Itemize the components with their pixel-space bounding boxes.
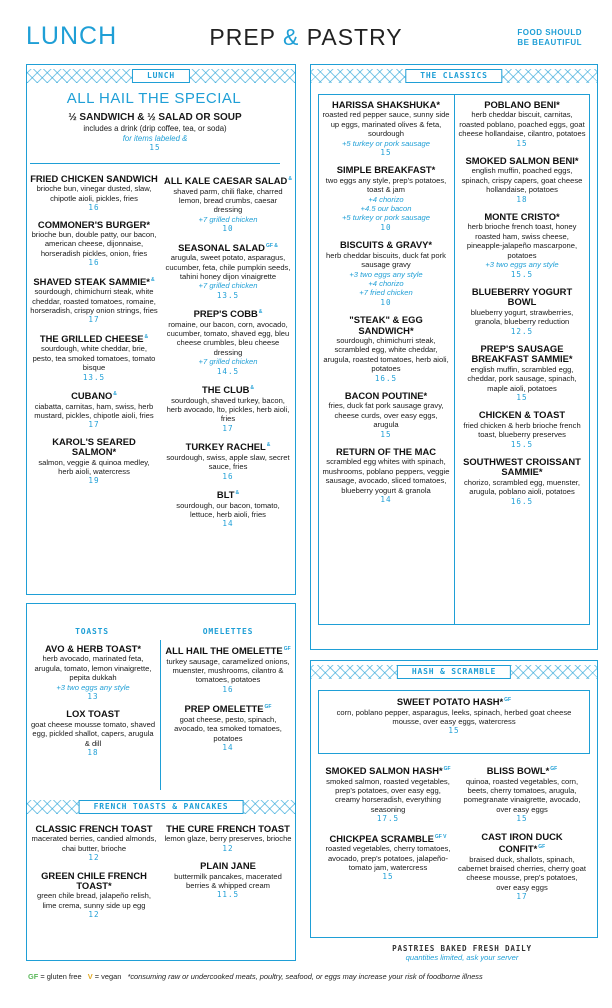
menu-item-price: 12 xyxy=(88,910,100,920)
menu-item xyxy=(164,174,292,234)
tagline xyxy=(517,28,582,48)
hash-band-label: HASH & SCRAMBLE xyxy=(397,665,511,679)
menu-item-price: 15 xyxy=(516,138,528,148)
menu-item-name: BLISS BOWL* xyxy=(486,765,550,777)
lunch-band xyxy=(27,69,295,83)
menu-item-price: 10 xyxy=(222,224,234,234)
menu-item-addon: +7 grilled chicken xyxy=(198,357,258,367)
menu-item-description: turkey sausage, caramelized onions, muenster, mushrooms, cilantro & tomatoes, potatoes xyxy=(166,656,290,685)
menu-item-title xyxy=(164,702,292,715)
french-band xyxy=(27,800,295,814)
menu-item-name: ALL KALE CAESAR SALAD xyxy=(164,175,288,187)
menu-item-name: PLAIN JANE xyxy=(200,860,256,872)
pastries-note xyxy=(320,944,604,962)
brand-left: PREP xyxy=(209,24,276,50)
gf-icon: GF xyxy=(28,972,39,981)
menu-item-name: BACON POUTINE* xyxy=(344,389,428,401)
menu-item xyxy=(30,332,158,382)
menu-item-title xyxy=(458,457,586,478)
brand-ampersand: & xyxy=(282,24,300,50)
hash-left-column xyxy=(324,764,452,890)
raw-food-warning: *consuming raw or undercooked meats, poultry, seafood, or eggs may increase your risk of foodborne illness xyxy=(127,972,483,981)
classics-right-column xyxy=(458,100,586,514)
menu-item-description: goat cheese mousse tomato, shaved egg, pickled shallot, capers, arugula & dill xyxy=(30,719,156,748)
menu-item xyxy=(164,861,292,900)
hash-featured xyxy=(324,695,584,736)
special-desc: includes a drink (drip coffee, tea, or soda) xyxy=(83,124,227,133)
menu-item-addon: +3 two eggs any style xyxy=(485,260,559,270)
diet-mark-icon: & xyxy=(250,385,255,392)
vegan-legend: = vegan xyxy=(94,972,122,981)
menu-item-title xyxy=(322,240,450,250)
menu-item-description: brioche bun, vinegar dusted, slaw, chipotle aioli, pickles, fries xyxy=(36,184,152,203)
menu-item-title xyxy=(30,437,158,458)
menu-item-addon: +7 grilled chicken xyxy=(198,214,258,224)
menu-item-price: 13 xyxy=(87,692,99,702)
menu-item xyxy=(30,824,158,863)
menu-item-title xyxy=(30,220,158,230)
toasts-column xyxy=(30,644,156,765)
menu-item-title xyxy=(30,332,158,345)
menu-item xyxy=(458,410,586,449)
menu-item xyxy=(322,240,450,307)
menu-item-price: 19 xyxy=(88,476,100,486)
diet-mark-icon: GF xyxy=(264,704,272,711)
menu-item xyxy=(458,457,586,506)
menu-item-description: sourdough, shaved turkey, bacon, herb avocado, lto, pickles, herb aioli, fries xyxy=(166,395,290,424)
menu-item-title xyxy=(164,307,292,320)
vegan-icon: V xyxy=(87,972,93,981)
menu-item xyxy=(164,440,292,481)
lunch-band-label: LUNCH xyxy=(132,69,190,83)
menu-item-price: 15 xyxy=(380,429,392,439)
lunch-right-column xyxy=(164,174,292,536)
menu-item-title xyxy=(164,644,292,657)
menu-item-name: TURKEY RACHEL xyxy=(185,441,266,453)
menu-item xyxy=(458,764,586,824)
menu-item-description: scrambled egg whites with spinach, mushrooms, poblano peppers, veggie sausage, avocado, sliced tomatoes, blueberry yogurt & granola xyxy=(322,457,450,495)
menu-item-addon: +4 chorizo xyxy=(368,278,404,288)
menu-item-price: 14 xyxy=(222,519,234,529)
menu-item-price: 15.5 xyxy=(510,269,534,279)
menu-item-addon: +7 fried chicken xyxy=(359,288,413,298)
menu-item xyxy=(324,764,452,824)
menu-item-description: chorizo, scrambled egg, muenster, arugula, poblano aioli, potatoes xyxy=(463,477,581,497)
classics-band-label: THE CLASSICS xyxy=(405,69,502,83)
menu-item xyxy=(30,174,158,213)
menu-item-price: 17 xyxy=(222,423,234,433)
menu-item xyxy=(164,702,292,752)
menu-item-description: fries, duck fat pork sausage gravy, cheese curds, over easy eggs, arugula xyxy=(328,401,444,430)
menu-item xyxy=(164,241,292,301)
menu-item xyxy=(324,832,452,882)
menu-item-description: lemon glaze, berry preserves, brioche xyxy=(164,834,292,844)
menu-item xyxy=(164,488,292,529)
menu-item-price: 15 xyxy=(516,392,528,402)
menu-item-price: 10 xyxy=(380,222,392,232)
menu-item-price: 12.5 xyxy=(510,326,534,336)
menu-item-title xyxy=(164,440,292,453)
diet-mark-icon: GF xyxy=(443,766,451,772)
menu-item-description: quinoa, roasted vegetables, corn, beets, cherry tomatoes, arugula, pomegranate vinaigrette, avocado, over easy eggs xyxy=(463,776,581,814)
menu-item-name: SEASONAL SALAD xyxy=(178,241,265,253)
menu-item xyxy=(30,871,158,920)
menu-item-name: AVO & HERB TOAST* xyxy=(44,643,141,654)
menu-item-description: sourdough, chimichurri steak, white cheddar, roasted tomatoes, romaine, horseradish, crispy onion strings, fries xyxy=(30,287,158,315)
menu-item-description: herb cheddar biscuits, duck fat pork sausage gravy xyxy=(326,250,446,270)
menu-item-title xyxy=(458,410,586,420)
menu-item-price: 12 xyxy=(88,853,100,863)
menu-item-title xyxy=(30,389,158,402)
menu-item xyxy=(30,275,158,325)
menu-item-description: buttermilk pancakes, macerated berries & whipped cream xyxy=(174,871,282,891)
menu-item-name: CHICKEN & TOAST xyxy=(478,409,566,421)
menu-item-title xyxy=(30,644,156,654)
menu-item-title xyxy=(458,764,586,777)
menu-item xyxy=(458,287,586,336)
diet-mark-icon: & xyxy=(144,333,149,340)
omelettes-column xyxy=(164,644,292,760)
menu-item-title xyxy=(322,391,450,401)
menu-item-title xyxy=(458,344,586,365)
menu-item-title xyxy=(458,156,586,166)
diet-mark-icon: & xyxy=(113,390,117,397)
menu-item-title xyxy=(164,488,292,501)
menu-item-name: SMOKED SALMON HASH* xyxy=(325,765,443,777)
menu-item-addon: +3 two eggs any style xyxy=(349,269,423,279)
menu-item-name: MONTE CRISTO* xyxy=(484,211,560,223)
menu-item-price: 11.5 xyxy=(216,890,240,900)
menu-item-description: arugula, sweet potato, asparagus, cucumber, feta, chile pumpkin seeds, tahini honey dijon vinaigrette xyxy=(165,253,291,281)
french-right-column xyxy=(164,824,292,908)
menu-item-title xyxy=(322,165,450,175)
menu-item xyxy=(30,709,156,757)
menu-item-title xyxy=(458,212,586,222)
menu-item xyxy=(164,383,292,433)
menu-item-name: THE CLUB xyxy=(201,384,250,396)
classics-left-column xyxy=(322,100,450,512)
french-left-column xyxy=(30,824,158,928)
menu-item-name: CAST IRON DUCK CONFIT* xyxy=(481,830,563,855)
classics-divider xyxy=(454,94,455,625)
menu-item-price: 16 xyxy=(222,471,234,481)
menu-item-price: 17 xyxy=(88,420,100,430)
menu-item-description: shaved parm, chili flake, charred lemon, bread crumbs, caesar dressing xyxy=(173,186,283,215)
toasts-divider xyxy=(160,640,161,790)
menu-item-name: GREEN CHILE FRENCH TOAST* xyxy=(41,869,147,892)
footer-legend xyxy=(28,972,598,981)
menu-item-price: 16 xyxy=(88,203,100,213)
menu-item-price: 18 xyxy=(87,748,99,758)
diet-mark-icon: & xyxy=(258,309,263,316)
menu-item-name: "STEAK" & EGG SANDWICH* xyxy=(349,314,423,336)
menu-item-name: BLUEBERRY YOGURT BOWL xyxy=(471,285,573,308)
menu-item xyxy=(322,391,450,439)
diet-mark-icon: GF xyxy=(550,766,558,772)
menu-item-name: FRIED CHICKEN SANDWICH xyxy=(30,173,158,184)
menu-item-title xyxy=(324,695,584,708)
menu-item-price: 18 xyxy=(516,194,528,204)
menu-item xyxy=(458,212,586,279)
menu-item-name: CUBANO xyxy=(71,390,113,402)
menu-item-name: LOX TOAST xyxy=(66,708,120,720)
menu-item-description: blueberry yogurt, strawberries, granola, blueberry reduction xyxy=(470,307,574,327)
menu-item-price: 16.5 xyxy=(374,373,398,383)
menu-item-price: 17 xyxy=(88,315,100,325)
menu-item-price: 16 xyxy=(222,684,234,694)
menu-item xyxy=(458,832,586,902)
special-note: for items labeled & xyxy=(122,133,188,143)
menu-item xyxy=(324,695,584,736)
menu-item-description: sourdough, swiss, apple slaw, secret sauce, fries xyxy=(166,452,290,472)
menu-item xyxy=(458,156,586,204)
menu-item-title xyxy=(164,241,292,254)
menu-item xyxy=(30,644,156,701)
menu-item-title xyxy=(164,174,292,187)
menu-item-name: BLT xyxy=(216,489,235,501)
hash-right-column xyxy=(458,764,586,910)
special-box xyxy=(30,112,280,164)
menu-item-name: SMOKED SALMON BENI* xyxy=(465,155,579,167)
menu-item-price: 15 xyxy=(516,814,528,824)
tagline-line-1: FOOD SHOULD xyxy=(517,28,582,37)
special-price: 15 xyxy=(149,143,161,152)
menu-item-description: brioche bun, double patty, our bacon, american cheese, dijonnaise, horseradish pickles, onion, fries xyxy=(31,230,157,258)
pastries-sub: quantities limited, ask your server xyxy=(405,953,519,962)
page-heading-lunch: LUNCH xyxy=(26,22,118,50)
menu-item-description: macerated berries, candied almonds, chai butter, brioche xyxy=(31,834,157,853)
menu-item-description: english muffin, scrambled egg, cheddar, pork sausage, spinach, maple aioli, potatoes xyxy=(467,364,577,393)
menu-item-title xyxy=(30,709,156,719)
omelettes-header: OMELETTES xyxy=(202,627,254,636)
menu-item-title xyxy=(458,832,586,855)
menu-item xyxy=(164,644,292,694)
menu-item-name: COMMONER'S BURGER* xyxy=(37,218,151,230)
menu-item-price: 10 xyxy=(380,297,392,307)
menu-item-description: sourdough, chimichurri steak, scrambled egg, white cheddar, arugula, roasted tomatoes, herb aioli, potatoes xyxy=(323,335,449,374)
menu-item-addon: +5 turkey or pork sausage xyxy=(341,213,430,223)
menu-item-name: HARISSA SHAKSHUKA* xyxy=(332,99,440,110)
menu-item-name: BISCUITS & GRAVY* xyxy=(339,239,433,251)
menu-item-addon: +4 chorizo xyxy=(368,194,404,204)
menu-item xyxy=(458,344,586,402)
menu-item-description: green chile bread, jalapeño relish, lime crema, sunny side up egg xyxy=(37,891,151,910)
menu-item-description: herb avocado, marinated feta, arugula, tomato, lemon vinaigrette, pepita dukkah xyxy=(34,654,152,683)
pastries-title: PASTRIES BAKED FRESH DAILY xyxy=(392,944,532,953)
menu-item-addon: +5 turkey or pork sausage xyxy=(341,138,430,148)
menu-item-name: KAROL'S SEARED SALMON* xyxy=(52,435,136,458)
diet-mark-icon: GF & xyxy=(265,242,278,249)
menu-item-title xyxy=(322,100,450,110)
menu-item xyxy=(458,100,586,148)
menu-item-name: PREP'S COBB xyxy=(193,308,258,320)
french-band-label: FRENCH TOASTS & PANCAKES xyxy=(79,800,244,814)
menu-item-price: 15 xyxy=(448,726,460,736)
menu-item-description: fried chicken & herb brioche french toast, blueberry preserves xyxy=(463,420,581,440)
menu-item-title xyxy=(164,861,292,871)
menu-item-title xyxy=(324,832,452,845)
menu-item xyxy=(322,315,450,383)
brand-right: PASTRY xyxy=(306,24,403,50)
menu-item-addon: +4.5 our bacon xyxy=(360,204,412,214)
diet-mark-icon: GF V xyxy=(434,833,447,840)
diet-mark-icon: & xyxy=(235,490,240,496)
special-title: ALL HAIL THE SPECIAL xyxy=(66,90,242,107)
menu-item-name: PREP OMELETTE xyxy=(184,703,264,715)
menu-item-description: sourdough, white cheddar, brie, pesto, tea smoked tomatoes, tomato bisque xyxy=(32,344,156,373)
menu-item-price: 16 xyxy=(88,258,100,268)
menu-item-description: english muffin, poached eggs, spinach, crispy capers, goat cheese hollandaise, potatoes xyxy=(461,166,583,195)
menu-item xyxy=(30,389,158,430)
gf-legend: = gluten free xyxy=(40,972,82,981)
menu-item-title xyxy=(30,174,158,184)
menu-item-price: 17.5 xyxy=(376,814,400,824)
menu-item-price: 15.5 xyxy=(510,439,534,449)
diet-mark-icon: GF xyxy=(283,646,291,652)
hash-band xyxy=(311,665,597,679)
menu-item-description: roasted vegetables, cherry tomatoes, avocado, prep's potatoes, jalapeño-tomato jam, watercress xyxy=(325,844,451,872)
menu-item xyxy=(164,307,292,376)
menu-item-description: two eggs any style, prep's potatoes, toast & jam xyxy=(325,175,447,195)
menu-item-description: smoked salmon, roasted vegetables, prep's potatoes, over easy egg, creamy horseradish, everything seasoning xyxy=(326,776,450,814)
menu-item-description: corn, poblano pepper, asparagus, leeks, spinach, herbed goat cheese mousse, over easy eggs, watercress xyxy=(336,707,572,726)
special-line: ½ SANDWICH & ½ SALAD OR SOUP xyxy=(68,112,242,123)
menu-item-description: roasted red pepper sauce, sunny side up eggs, marinated olives & feta, sourdough xyxy=(322,110,450,139)
menu-item-name: SHAVED STEAK SAMMIE* xyxy=(33,275,150,287)
menu-item xyxy=(30,437,158,486)
menu-item-price: 14 xyxy=(380,495,392,505)
menu-item-description: herb cheddar biscuit, carnitas, roasted poblano, poached eggs, goat cheese hollandaise, cilantro, potatoes xyxy=(458,110,586,139)
menu-item-name: SWEET POTATO HASH* xyxy=(396,696,504,708)
menu-item-price: 15 xyxy=(380,148,392,158)
menu-item-name: ALL HAIL THE OMELETTE xyxy=(165,645,283,657)
diet-mark-icon: GF xyxy=(504,697,512,703)
menu-item-addon: +7 grilled chicken xyxy=(198,281,258,291)
classics-band xyxy=(311,69,597,83)
menu-item-title xyxy=(458,287,586,308)
menu-item xyxy=(322,100,450,157)
menu-item-title xyxy=(164,824,292,834)
diet-mark-icon: GF xyxy=(538,843,546,850)
menu-item-name: CHICKPEA SCRAMBLE xyxy=(329,832,434,844)
menu-item-name: POBLANO BENI* xyxy=(484,99,560,110)
menu-item xyxy=(322,165,450,232)
menu-item-price: 13.5 xyxy=(216,290,240,300)
menu-item-description: sourdough, our bacon, tomato, lettuce, herb aioli, fries xyxy=(176,500,280,519)
tagline-line-2: BE BEAUTIFUL xyxy=(517,38,582,47)
diet-mark-icon: & xyxy=(150,276,155,283)
diet-mark-icon: & xyxy=(266,442,271,449)
menu-item-price: 12 xyxy=(222,843,234,853)
menu-item-name: SOUTHWEST CROISSANT SAMMIE* xyxy=(463,456,581,478)
menu-item-title xyxy=(30,871,158,892)
menu-item-description: salmon, veggie & quinoa medley, herb aioli, watercress xyxy=(38,457,150,476)
menu-item-title xyxy=(322,315,450,336)
toasts-header: TOASTS xyxy=(75,627,109,636)
menu-item-description: herb brioche french toast, honey roasted ham, swiss cheese, pineapple-jalapeño mascarpone, potatoes xyxy=(466,222,578,260)
menu-item-name: PREP'S SAUSAGE BREAKFAST SAMMIE* xyxy=(471,342,573,365)
lunch-left-column xyxy=(30,174,158,493)
menu-item-price: 13.5 xyxy=(82,372,106,382)
menu-item-price: 16.5 xyxy=(510,496,534,506)
menu-item-title xyxy=(458,100,586,110)
menu-item xyxy=(322,447,450,504)
menu-item-name: CLASSIC FRENCH TOAST xyxy=(35,823,153,834)
diet-mark-icon: & xyxy=(288,176,292,182)
menu-item-price: 14.5 xyxy=(216,366,240,376)
menu-item-title xyxy=(164,383,292,396)
menu-item-price: 14 xyxy=(222,742,234,752)
menu-item xyxy=(164,824,292,853)
menu-item-name: SIMPLE BREAKFAST* xyxy=(336,164,436,176)
menu-item-title xyxy=(322,447,450,457)
menu-item-title xyxy=(30,824,158,834)
menu-item-title xyxy=(324,764,452,777)
menu-item-description: romaine, our bacon, corn, avocado, cucumber, tomato, shaved egg, bleu cheese crumbles, bleu cheese dressing xyxy=(166,319,290,357)
menu-item-price: 15 xyxy=(382,872,394,882)
menu-item-name: THE GRILLED CHEESE xyxy=(39,332,144,344)
menu-item-description: braised duck, shallots, spinach, cabernet braised cherries, cherry goat cheese mousse, prep's potatoes, over easy eggs xyxy=(458,854,586,892)
menu-item-title xyxy=(30,275,158,288)
menu-item-price: 17 xyxy=(516,892,528,902)
menu-item-description: goat cheese, pesto, spinach, avocado, tea smoked tomatoes, potatoes xyxy=(174,714,282,743)
menu-item-name: THE CURE FRENCH TOAST xyxy=(166,823,290,834)
menu-item xyxy=(30,220,158,268)
menu-item-description: ciabatta, carnitas, ham, swiss, herb mustard, pickles, chipotle aioli, fries xyxy=(34,401,154,420)
menu-item-name: RETURN OF THE MAC xyxy=(336,446,436,457)
menu-item-addon: +3 two eggs any style xyxy=(56,682,130,692)
